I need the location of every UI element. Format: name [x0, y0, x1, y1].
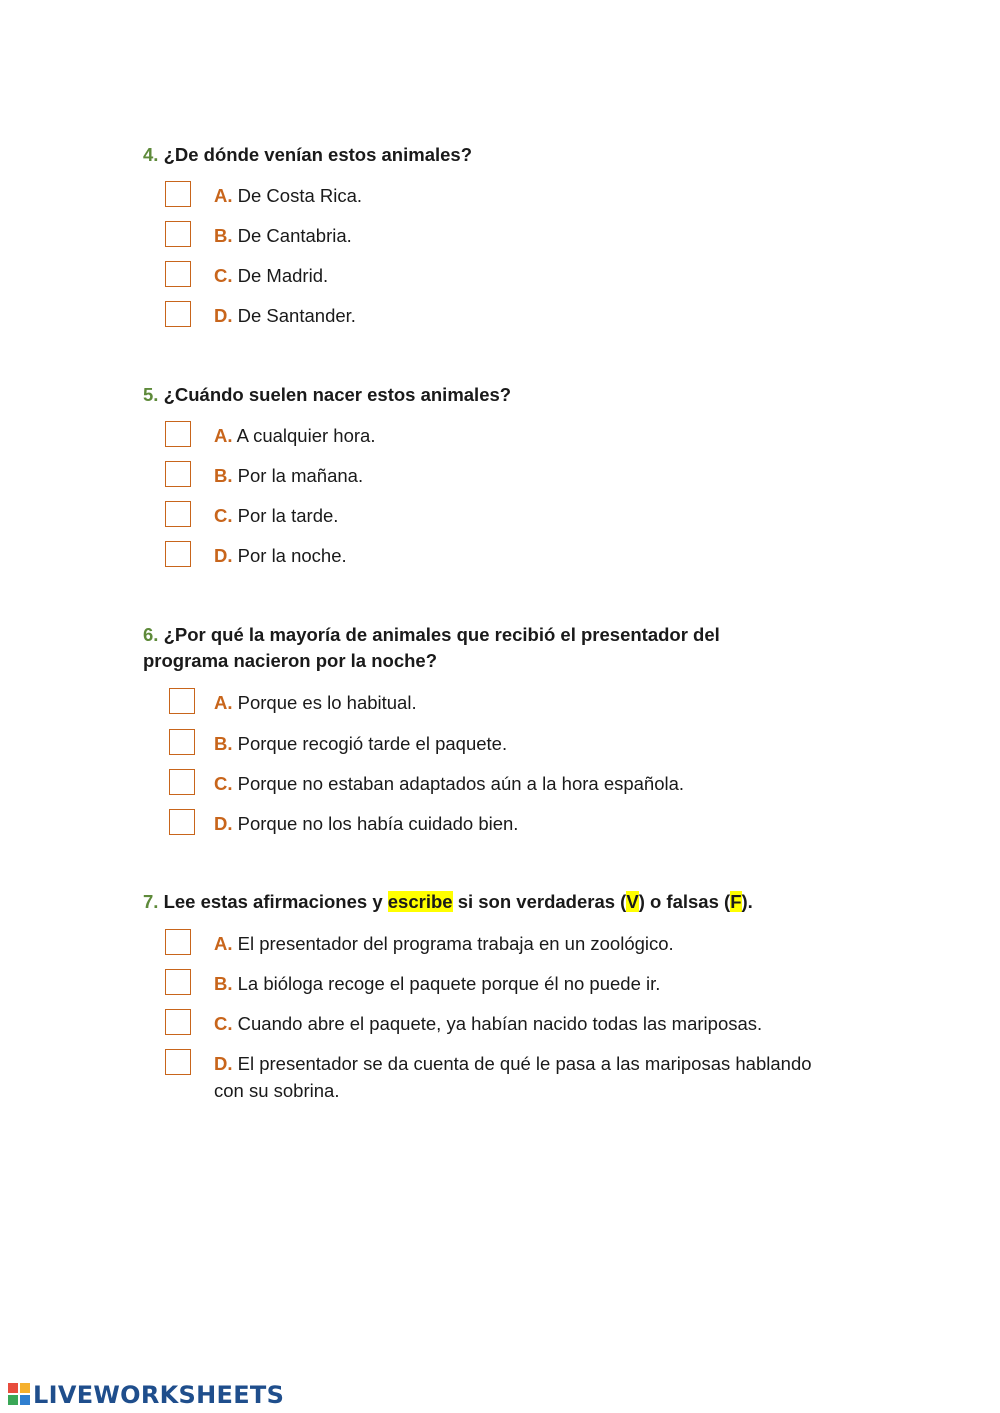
- option-6c: [169, 770, 849, 800]
- option-5c: [165, 502, 845, 532]
- answer-checkbox[interactable]: [165, 929, 191, 955]
- option-4a: [165, 182, 845, 212]
- option-letter: D.: [214, 545, 233, 566]
- question-text: ¿Cuándo suelen nacer estos animales?: [163, 384, 512, 405]
- option-7c: [165, 1010, 845, 1040]
- answer-checkbox[interactable]: [169, 729, 195, 755]
- question-5: [143, 382, 843, 408]
- question-4: [143, 142, 843, 168]
- answer-checkbox[interactable]: [165, 421, 191, 447]
- answer-checkbox[interactable]: [165, 261, 191, 287]
- option-letter: A.: [214, 185, 233, 206]
- option-letter: B.: [214, 733, 233, 754]
- highlighted-letter-f: F: [730, 891, 742, 912]
- option-text: Porque recogió tarde el paquete.: [237, 733, 508, 754]
- answer-checkbox[interactable]: [165, 301, 191, 327]
- option-text: El presentador del programa trabaja en un zoológico.: [237, 933, 674, 954]
- answer-checkbox[interactable]: [165, 181, 191, 207]
- question-6: [143, 622, 803, 674]
- answer-checkbox[interactable]: [165, 541, 191, 567]
- question-number: 6.: [143, 624, 159, 645]
- option-letter: B.: [214, 465, 233, 486]
- question-text: ¿Por qué la mayoría de animales que recibió el presentador del programa nacieron por la noche?: [143, 624, 720, 671]
- option-letter: C.: [214, 265, 233, 286]
- highlighted-letter-v: V: [626, 891, 639, 912]
- question-number: 4.: [143, 144, 159, 165]
- option-text: Por la noche.: [237, 545, 347, 566]
- answer-checkbox[interactable]: [165, 221, 191, 247]
- option-5a: [165, 422, 845, 452]
- option-letter: D.: [214, 1053, 233, 1074]
- option-text: Porque no los había cuidado bien.: [237, 813, 519, 834]
- question-text: Lee estas afirmaciones y escribe si son verdaderas (V) o falsas (F).: [163, 891, 753, 912]
- option-letter: D.: [214, 813, 233, 834]
- option-4c: [165, 262, 845, 292]
- option-letter: C.: [214, 505, 233, 526]
- question-number: 5.: [143, 384, 159, 405]
- option-text: Porque no estaban adaptados aún a la hora española.: [237, 773, 685, 794]
- option-4b: [165, 222, 845, 252]
- option-text: De Madrid.: [237, 265, 329, 286]
- option-text: Porque es lo habitual.: [237, 692, 417, 713]
- option-5b: [165, 462, 845, 492]
- option-text: La bióloga recoge el paquete porque él no puede ir.: [237, 973, 661, 994]
- option-letter: A.: [214, 692, 233, 713]
- option-text: Por la tarde.: [237, 505, 339, 526]
- answer-checkbox[interactable]: [169, 809, 195, 835]
- option-letter: A.: [214, 425, 233, 446]
- option-4d: [165, 302, 845, 332]
- liveworksheets-logo[interactable]: [8, 1379, 284, 1411]
- answer-checkbox[interactable]: [165, 501, 191, 527]
- liveworksheets-logo-icon: [8, 1383, 30, 1407]
- answer-checkbox[interactable]: [165, 461, 191, 487]
- answer-checkbox[interactable]: [165, 1049, 191, 1075]
- option-text: Cuando abre el paquete, ya habían nacido todas las mariposas.: [237, 1013, 763, 1034]
- question-7: [143, 889, 843, 915]
- answer-checkbox[interactable]: [169, 688, 195, 714]
- option-letter: D.: [214, 305, 233, 326]
- option-letter: C.: [214, 1013, 233, 1034]
- option-7a: [165, 930, 845, 960]
- logo-text: LIVEWORKSHEETS: [33, 1381, 285, 1409]
- option-text: A cualquier hora.: [236, 425, 376, 446]
- highlighted-word: escribe: [387, 891, 453, 912]
- option-letter: C.: [214, 773, 233, 794]
- option-text: De Costa Rica.: [237, 185, 363, 206]
- option-letter: B.: [214, 973, 233, 994]
- option-6d: [169, 810, 849, 840]
- option-text: De Santander.: [237, 305, 356, 326]
- question-text: ¿De dónde venían estos animales?: [163, 144, 472, 165]
- option-letter: B.: [214, 225, 233, 246]
- option-5d: [165, 542, 845, 572]
- option-7b: [165, 970, 845, 1000]
- option-7d: [165, 1050, 845, 1106]
- option-letter: A.: [214, 933, 233, 954]
- answer-checkbox[interactable]: [165, 1009, 191, 1035]
- option-6b: [169, 730, 849, 760]
- option-text: El presentador se da cuenta de qué le pasa a las mariposas hablando con su sobrina.: [214, 1053, 812, 1101]
- option-6a: [169, 689, 849, 719]
- option-text: De Cantabria.: [237, 225, 352, 246]
- answer-checkbox[interactable]: [165, 969, 191, 995]
- option-text: Por la mañana.: [237, 465, 364, 486]
- answer-checkbox[interactable]: [169, 769, 195, 795]
- question-number: 7.: [143, 891, 159, 912]
